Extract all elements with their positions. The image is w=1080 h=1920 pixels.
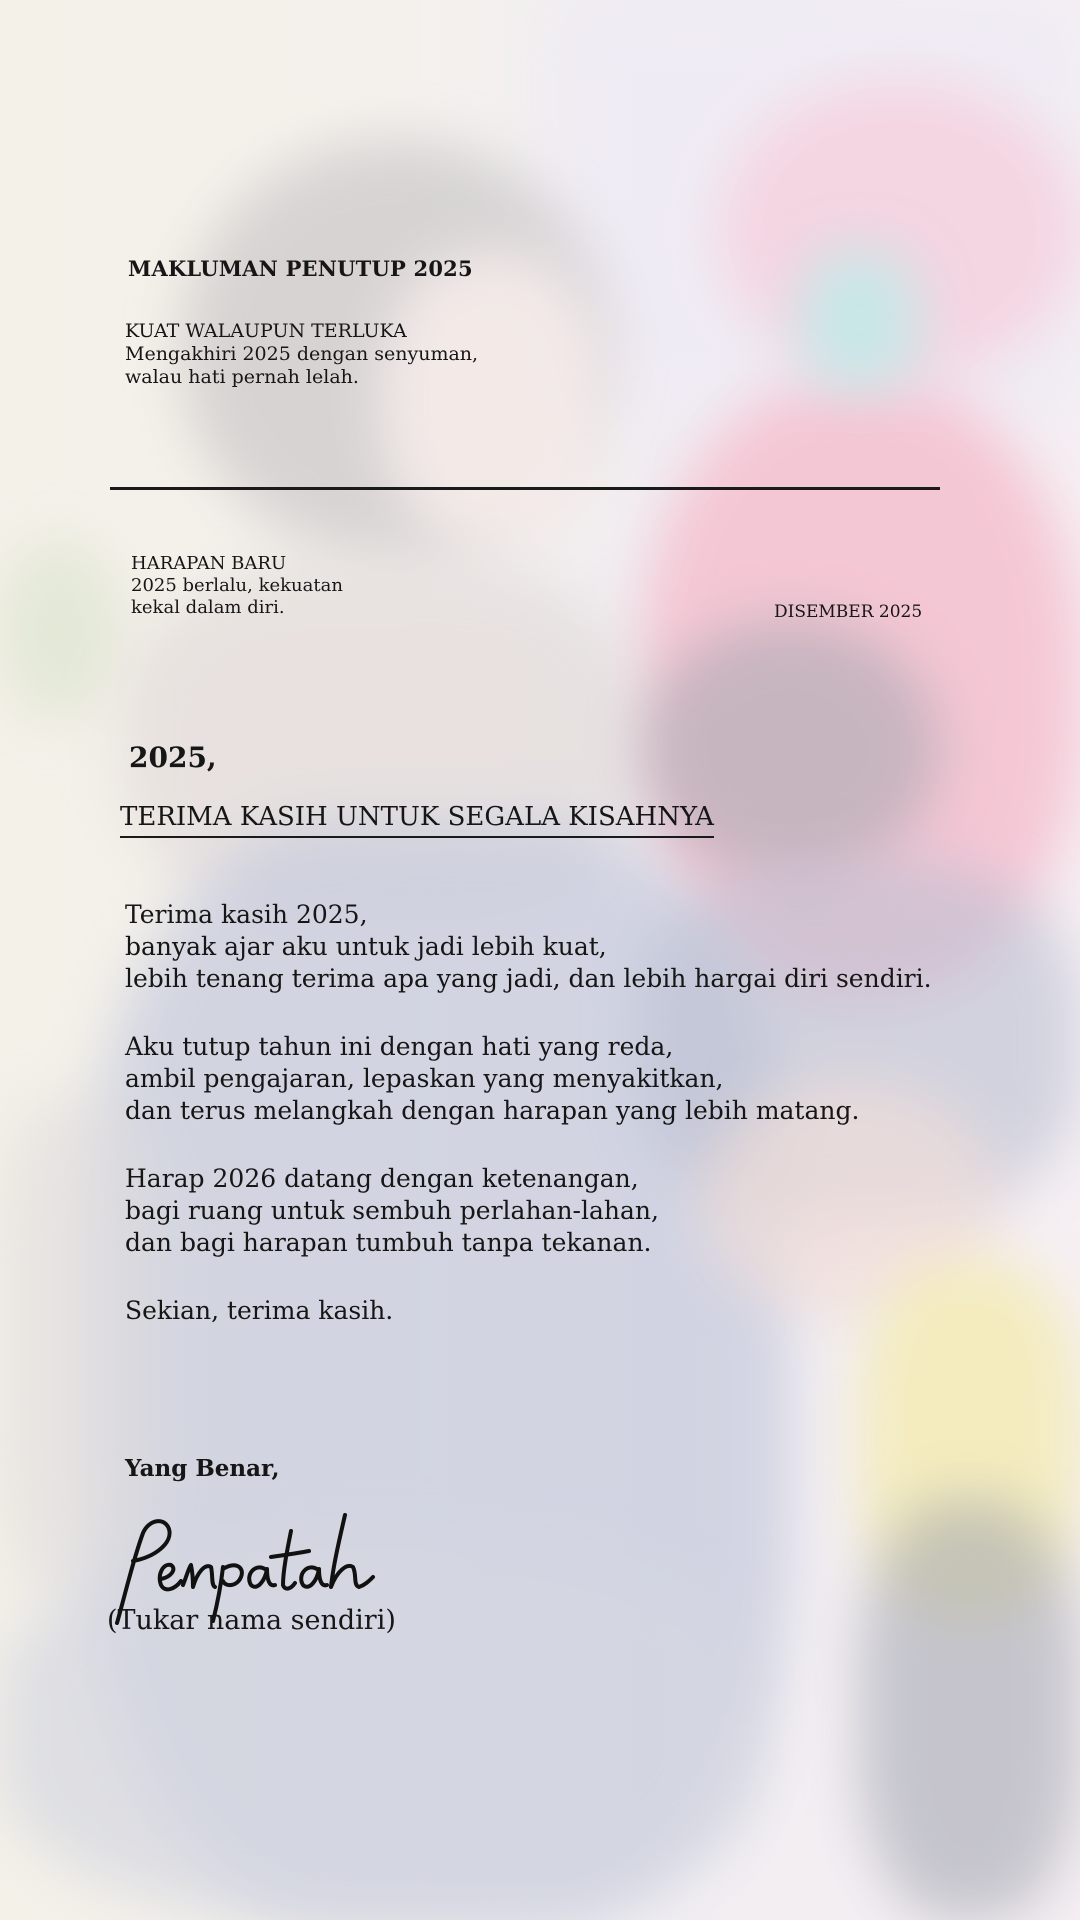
letter-line: dan terus melangkah dengan harapan yang lebih matang. [125, 1096, 860, 1125]
subtitle-line: walau hati pernah lelah. [125, 366, 359, 388]
hope-line: 2025 berlalu, kekuatan [131, 575, 343, 596]
letter-line: lebih tenang terima apa yang jadi, dan lebih hargai diri sendiri. [125, 964, 932, 993]
letter-line: dan bagi harapan tumbuh tanpa tekanan. [125, 1228, 652, 1257]
hope-line: kekal dalam diri. [131, 597, 285, 618]
letter-line: Terima kasih 2025, [125, 900, 368, 929]
letter-line: ambil pengajaran, lepaskan yang menyakitkan, [125, 1064, 724, 1093]
letter-line: banyak ajar aku untuk jadi lebih kuat, [125, 932, 607, 961]
letter-paragraph [125, 1163, 932, 1259]
letter-paragraph [125, 1031, 932, 1127]
divider-line [110, 487, 940, 490]
subtitle-line: Mengakhiri 2025 dengan senyuman, [125, 343, 479, 365]
subtitle-block [125, 320, 478, 389]
subtitle: KUAT WALAUPUN TERLUKA [125, 320, 407, 342]
hope-title: HARAPAN BARU [131, 553, 287, 574]
letter-paragraph [125, 899, 932, 995]
letter-title: TERIMA KASIH UNTUK SEGALA KISAHNYA [120, 802, 714, 838]
signer-name: (Tukar nama sendiri) [107, 1605, 396, 1636]
year-heading: 2025, [129, 741, 217, 774]
letter-line: Harap 2026 datang dengan ketenangan, [125, 1164, 639, 1193]
letter-line: Aku tutup tahun ini dengan hati yang reda, [125, 1032, 674, 1061]
letter-line: Sekian, terima kasih. [125, 1296, 394, 1325]
date-label: DISEMBER 2025 [774, 602, 923, 622]
closing-salutation: Yang Benar, [125, 1455, 280, 1482]
hope-block [131, 553, 343, 619]
letter-line: bagi ruang untuk sembuh perlahan-lahan, [125, 1196, 659, 1225]
letter-body [125, 899, 932, 1363]
letter-paragraph [125, 1295, 932, 1327]
top-heading: MAKLUMAN PENUTUP 2025 [128, 256, 473, 281]
